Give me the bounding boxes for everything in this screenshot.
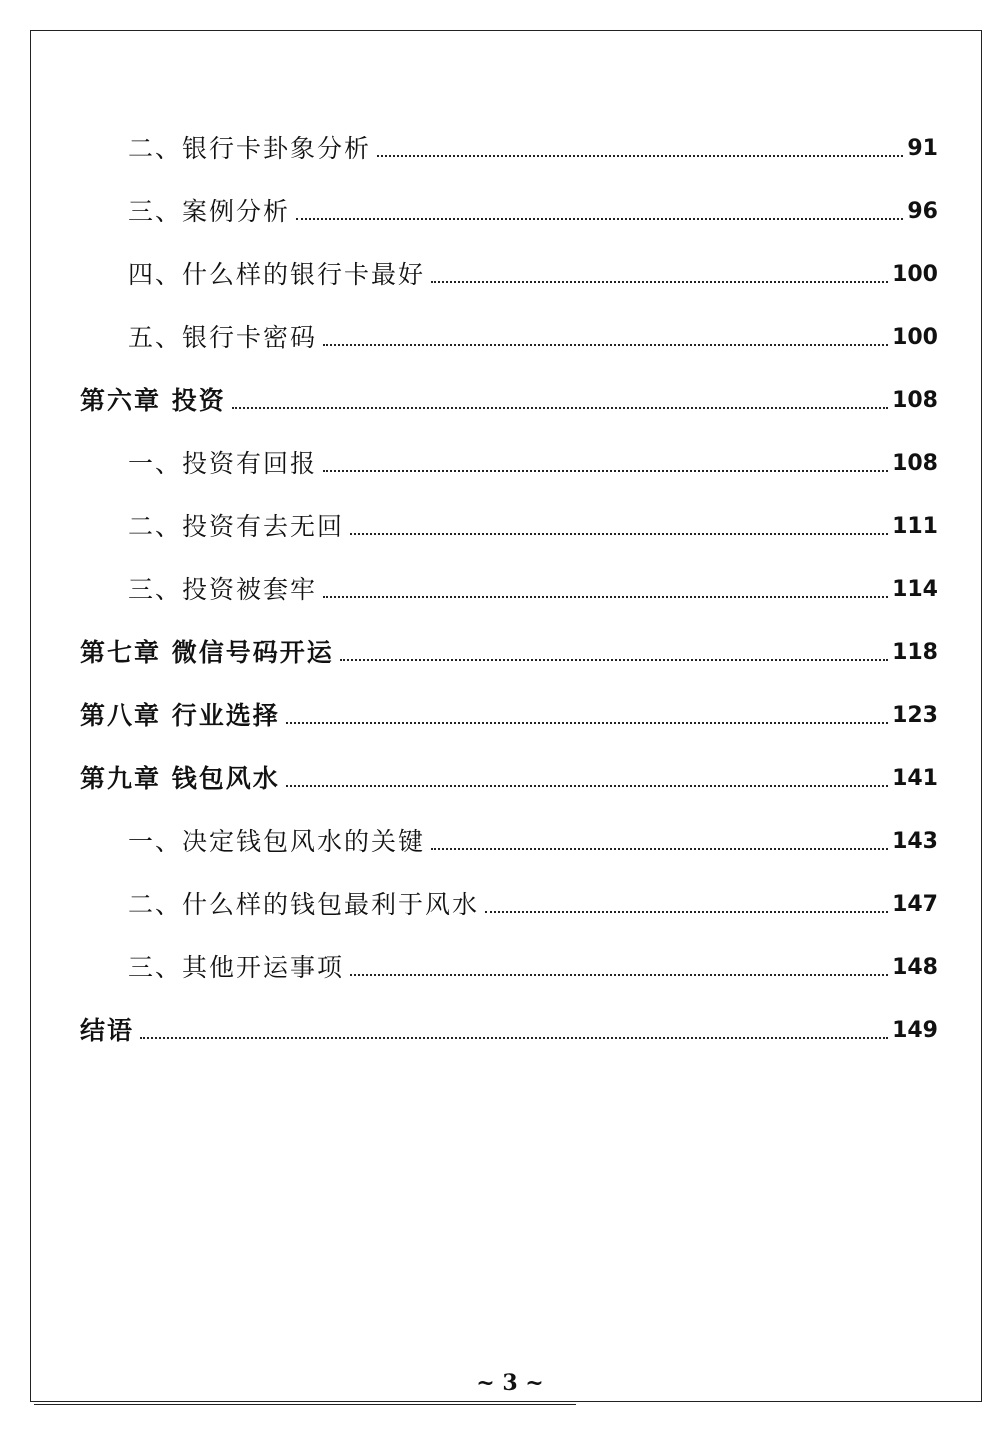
toc-dot-leader xyxy=(323,344,888,346)
toc-entry-title: 一、决定钱包风水的关键 xyxy=(128,827,426,856)
toc-dot-leader xyxy=(485,911,888,913)
toc-entry-page: 100 xyxy=(892,262,938,287)
toc-dot-leader xyxy=(232,407,888,409)
toc-entry-title: 一、投资有回报 xyxy=(128,449,318,478)
toc-dot-leader xyxy=(296,218,903,220)
toc-entry-title: 第七章 微信号码开运 xyxy=(80,638,334,667)
toc-entry-page: 118 xyxy=(892,640,938,665)
toc-chapter-entry[interactable] xyxy=(80,675,938,738)
toc-entry-title: 结语 xyxy=(80,1016,135,1045)
toc-entry-page: 100 xyxy=(892,325,938,350)
toc-dot-leader xyxy=(286,722,888,724)
toc-entry-title: 第八章 行业选择 xyxy=(80,701,280,730)
toc-entry[interactable] xyxy=(80,171,938,234)
toc-entry[interactable] xyxy=(80,297,938,360)
toc-entry-title: 二、什么样的钱包最利于风水 xyxy=(128,890,480,919)
toc-entry-page: 114 xyxy=(892,577,938,602)
toc-entry-page: 91 xyxy=(907,136,938,161)
toc-chapter-entry[interactable] xyxy=(80,360,938,423)
toc-entry-page: 108 xyxy=(892,388,938,413)
toc-dot-leader xyxy=(431,281,888,283)
toc-entry-page: 148 xyxy=(892,955,938,980)
toc-dot-leader xyxy=(140,1037,888,1039)
toc-entry[interactable] xyxy=(80,108,938,171)
page-number: ~ 3 ~ xyxy=(476,1370,544,1396)
toc-entry[interactable] xyxy=(80,927,938,990)
toc-entry-title: 第九章 钱包风水 xyxy=(80,764,280,793)
toc-dot-leader xyxy=(431,848,888,850)
toc-dot-leader xyxy=(350,974,888,976)
toc-entry[interactable] xyxy=(80,234,938,297)
toc-entry[interactable] xyxy=(80,801,938,864)
toc-entry-page: 141 xyxy=(892,766,938,791)
toc-entry[interactable] xyxy=(80,549,938,612)
toc-dot-leader xyxy=(323,596,888,598)
toc-entry-page: 149 xyxy=(892,1018,938,1043)
toc-dot-leader xyxy=(377,155,903,157)
toc-dot-leader xyxy=(340,659,888,661)
toc-entry-page: 96 xyxy=(907,199,938,224)
toc-entry-title: 二、银行卡卦象分析 xyxy=(128,134,372,163)
toc-entry-title: 第六章 投资 xyxy=(80,386,226,415)
toc-entry-title: 四、什么样的银行卡最好 xyxy=(128,260,426,289)
toc-entry-page: 108 xyxy=(892,451,938,476)
toc-entry-page: 143 xyxy=(892,829,938,854)
toc-entry-title: 三、其他开运事项 xyxy=(128,953,345,982)
toc-entry-title: 三、投资被套牢 xyxy=(128,575,318,604)
toc-entry-page: 123 xyxy=(892,703,938,728)
toc-dot-leader xyxy=(350,533,888,535)
toc-entry[interactable] xyxy=(80,423,938,486)
toc-entry-title: 二、投资有去无回 xyxy=(128,512,345,541)
toc-entry-page: 147 xyxy=(892,892,938,917)
toc-dot-leader xyxy=(323,470,888,472)
toc-entry-page: 111 xyxy=(892,514,938,539)
toc-entry[interactable] xyxy=(80,864,938,927)
toc-entry-title: 五、银行卡密码 xyxy=(128,323,318,352)
toc-entry-title: 三、案例分析 xyxy=(128,197,291,226)
footer-rule xyxy=(34,1404,576,1405)
table-of-contents xyxy=(80,108,938,1053)
toc-chapter-entry[interactable] xyxy=(80,738,938,801)
toc-chapter-entry[interactable] xyxy=(80,990,938,1053)
toc-entry[interactable] xyxy=(80,486,938,549)
toc-chapter-entry[interactable] xyxy=(80,612,938,675)
toc-dot-leader xyxy=(286,785,888,787)
